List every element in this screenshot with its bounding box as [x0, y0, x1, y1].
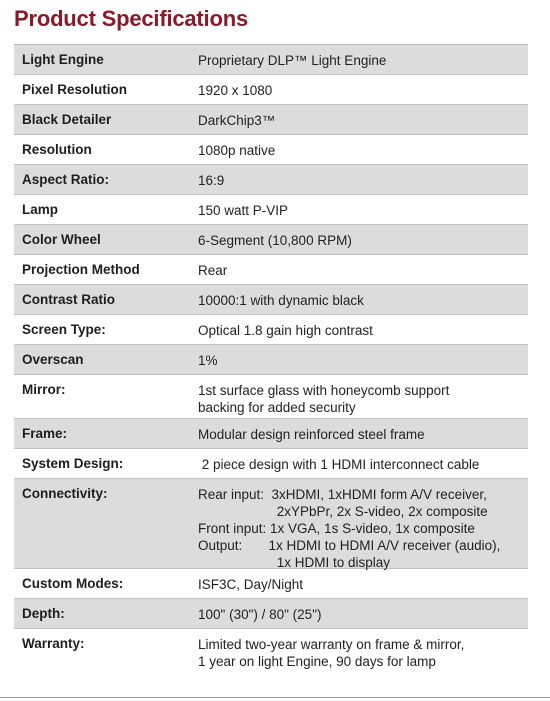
spec-value: 150 watt P-VIP — [198, 203, 289, 218]
spec-label: Aspect Ratio: — [22, 172, 110, 187]
spec-value: Rear input: 3xHDMI, 1xHDMI form A/V receiver, 2xYPbPr, 2x S-video, 2x composite Front input: 1x VGA, 1s S-video, 1x composite Output: 1x HDMI to HDMI A/V receiver (audio), 1x HDMI to display — [198, 487, 501, 570]
spec-row-black-detailer — [14, 105, 528, 135]
spec-label: Pixel Resolution — [22, 82, 128, 97]
spec-value: Proprietary DLP™ Light Engine — [198, 53, 387, 68]
spec-label: Custom Modes: — [22, 576, 124, 591]
spec-row-frame — [14, 419, 528, 449]
spec-row-depth — [14, 599, 528, 629]
spec-value: 1920 x 1080 — [198, 83, 273, 98]
spec-table — [14, 44, 528, 673]
spec-value: Limited two-year warranty on frame & mirror, 1 year on light Engine, 90 days for lamp — [198, 637, 465, 669]
spec-row-screen-type — [14, 315, 528, 345]
spec-value: 100" (30") / 80" (25") — [198, 607, 322, 622]
spec-value: 10000:1 with dynamic black — [198, 293, 364, 308]
spec-label: Overscan — [22, 352, 84, 367]
spec-value: 16:9 — [198, 173, 225, 188]
spec-label: Color Wheel — [22, 232, 101, 247]
spec-value: Rear — [198, 263, 228, 278]
spec-label: Projection Method — [22, 262, 140, 277]
spec-row-custom-modes — [14, 569, 528, 599]
spec-row-contrast-ratio — [14, 285, 528, 315]
spec-label: Lamp — [22, 202, 59, 217]
spec-row-light-engine — [14, 45, 528, 75]
spec-value: 1080p native — [198, 143, 276, 158]
spec-row-resolution — [14, 135, 528, 165]
spec-row-projection-method — [14, 255, 528, 285]
spec-label: Contrast Ratio — [22, 292, 116, 307]
spec-value: Optical 1.8 gain high contrast — [198, 323, 373, 338]
spec-value: 6-Segment (10,800 RPM) — [198, 233, 352, 248]
spec-value: DarkChip3™ — [198, 113, 276, 128]
spec-row-warranty — [14, 629, 528, 673]
spec-row-system-design — [14, 449, 528, 479]
spec-row-overscan — [14, 345, 528, 375]
spec-value: 2 piece design with 1 HDMI interconnect cable — [198, 457, 480, 472]
spec-value: 1st surface glass with honeycomb support backing for added security — [198, 383, 450, 415]
spec-label: Frame: — [22, 426, 68, 441]
spec-row-connectivity — [14, 479, 528, 569]
spec-value: 1% — [198, 353, 218, 368]
spec-row-pixel-resolution — [14, 75, 528, 105]
spec-label: Black Detailer — [22, 112, 112, 127]
spec-row-color-wheel — [14, 225, 528, 255]
spec-label: Resolution — [22, 142, 92, 157]
spec-label: Connectivity: — [22, 486, 108, 501]
spec-row-mirror — [14, 375, 528, 419]
spec-label: Warranty: — [22, 636, 85, 651]
spec-value: Modular design reinforced steel frame — [198, 427, 425, 442]
spec-label: System Design: — [22, 456, 124, 471]
spec-label: Light Engine — [22, 52, 104, 67]
spec-label: Depth: — [22, 606, 65, 621]
spec-label: Screen Type: — [22, 322, 106, 337]
spec-label: Mirror: — [22, 382, 66, 397]
spec-value: ISF3C, Day/Night — [198, 577, 304, 592]
spec-row-lamp — [14, 195, 528, 225]
bottom-divider — [0, 697, 550, 698]
page-title: Product Specifications — [14, 6, 248, 31]
spec-row-aspect-ratio — [14, 165, 528, 195]
